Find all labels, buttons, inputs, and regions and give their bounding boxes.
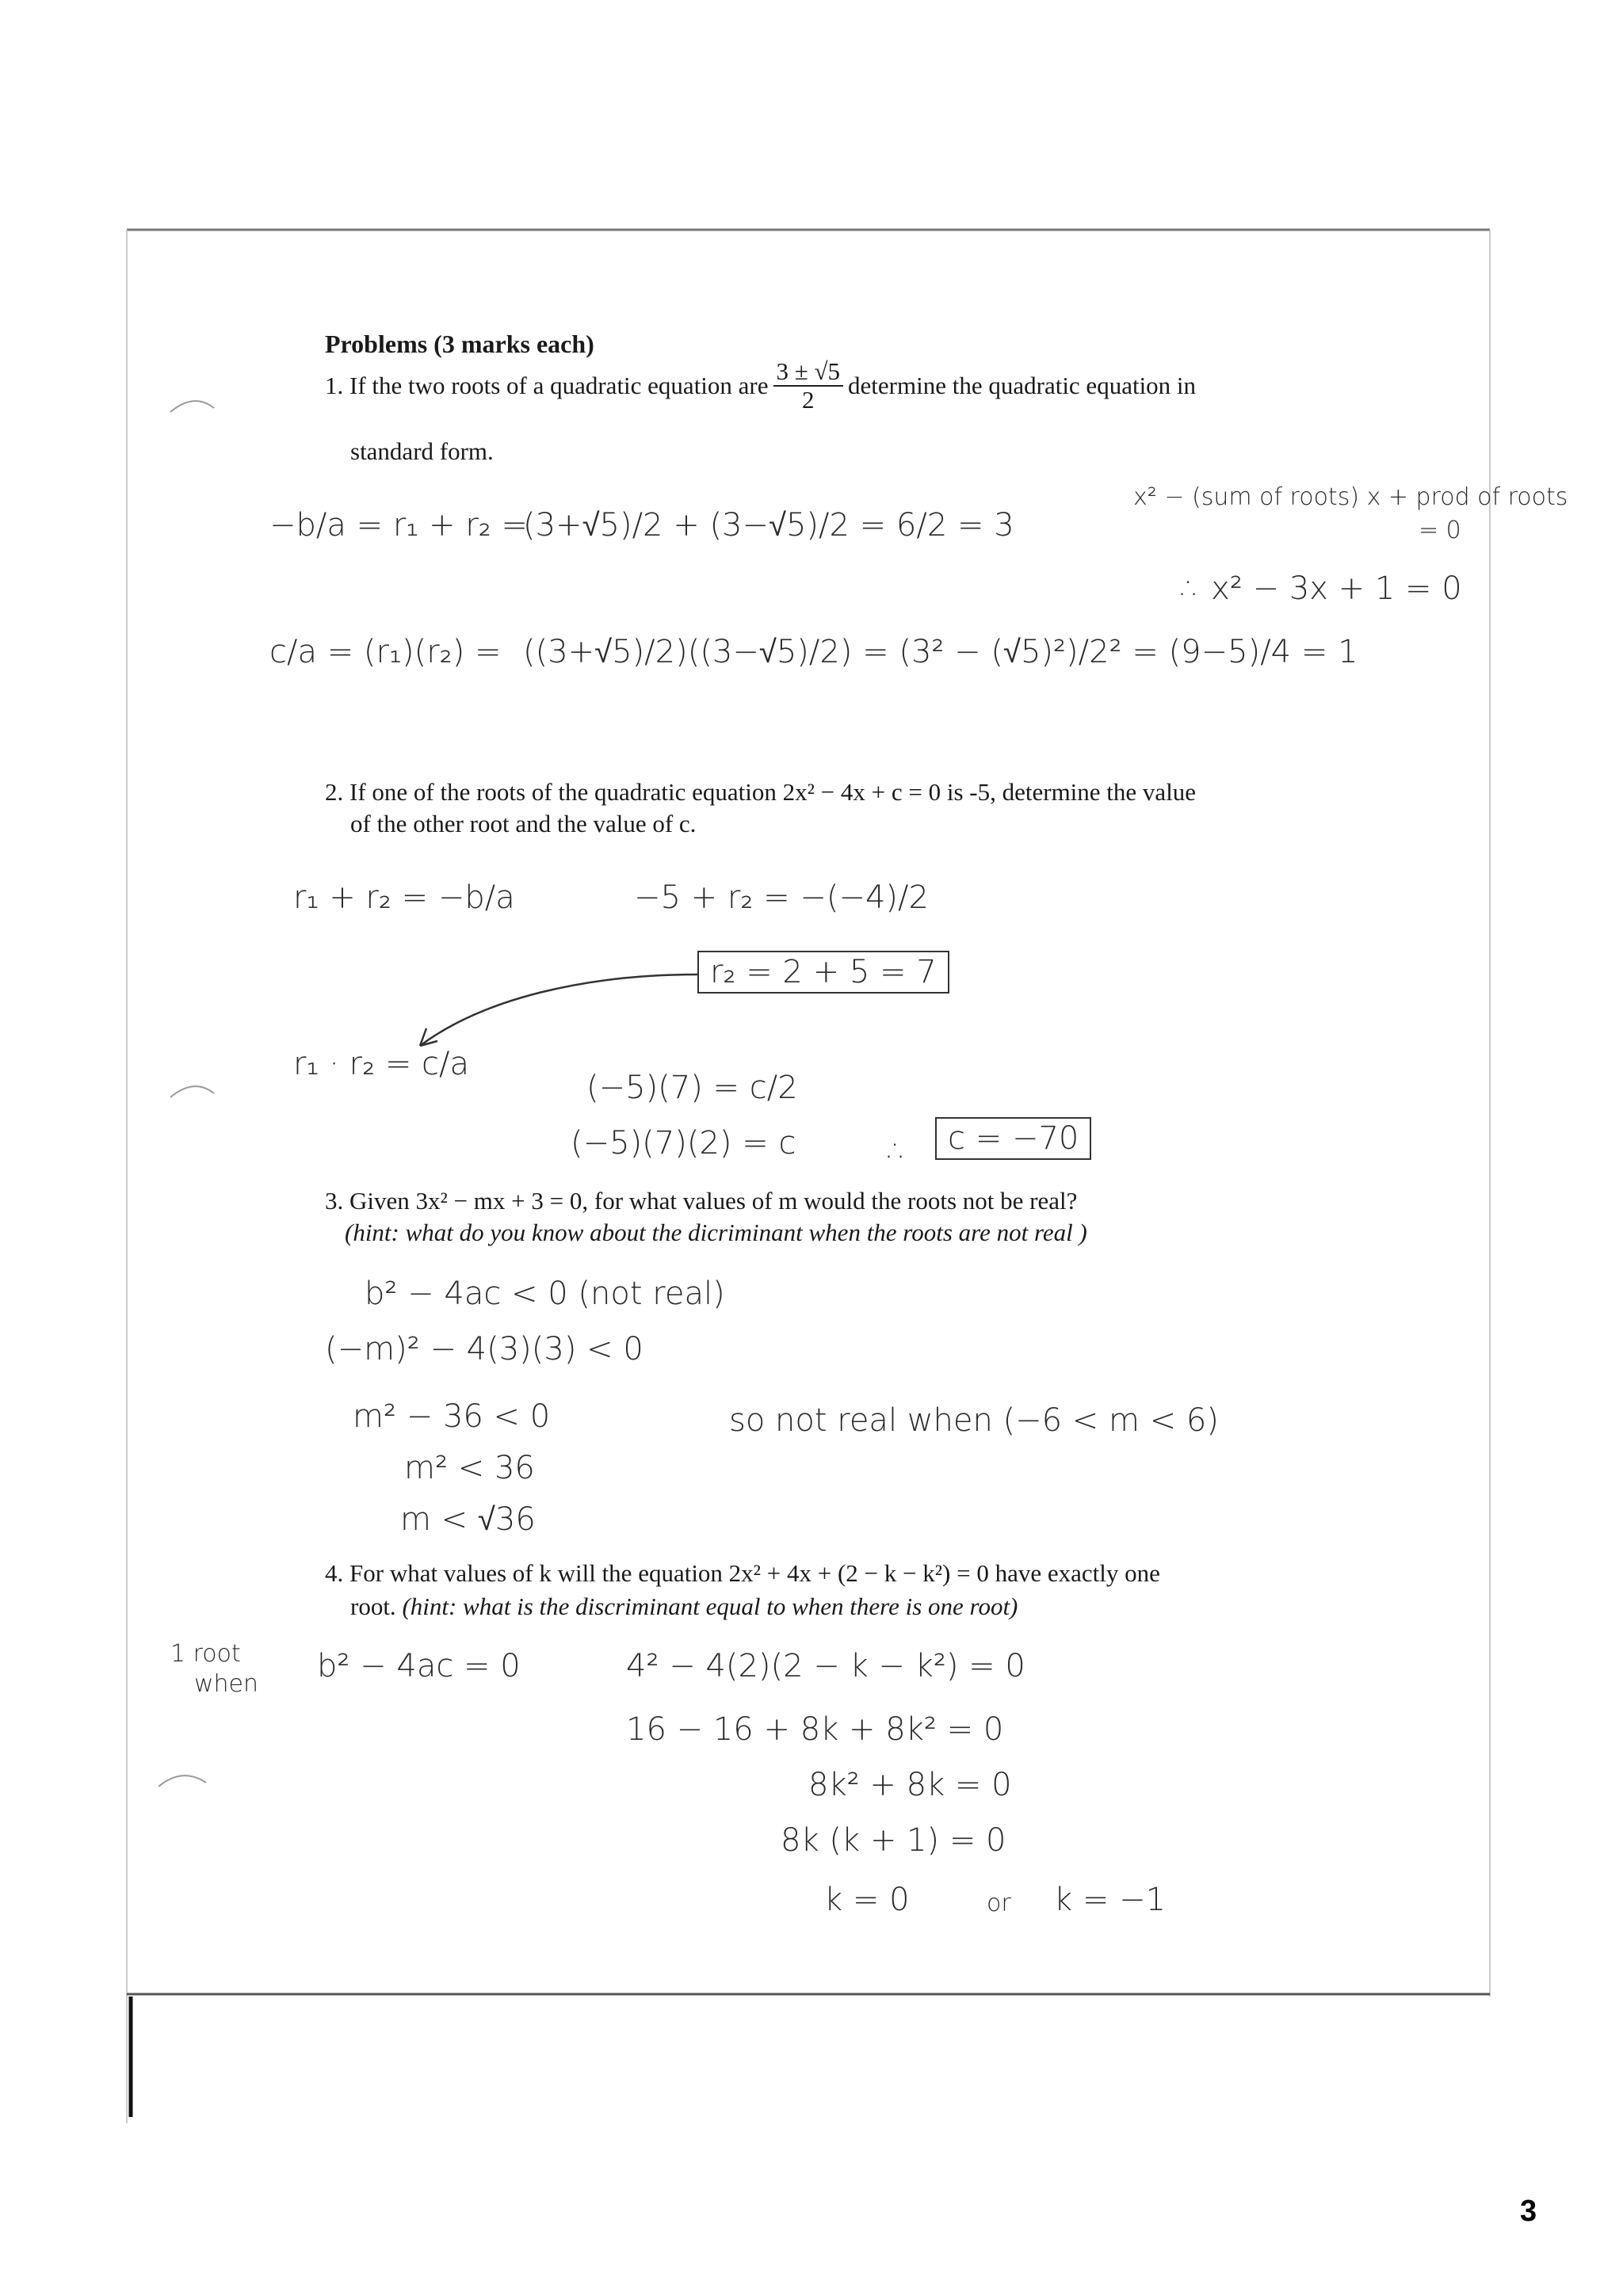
question-1-line2: standard form.	[350, 437, 494, 465]
q2-answer-box: c = −70	[935, 1117, 1091, 1160]
question-1-text: 1. If the two roots of a quadratic equation are	[325, 372, 769, 399]
q1-work-sum-label: −b/a = r₁ + r₂ =	[269, 507, 528, 543]
q3-conclusion: so not real when (−6 < m < 6)	[729, 1402, 1219, 1439]
q4-work-1: b² − 4ac = 0	[317, 1648, 521, 1684]
fraction-denominator: 2	[802, 386, 815, 414]
q4-margin-note-1: 1 root	[170, 1640, 241, 1668]
question-3-line1: 3. Given 3x² − mx + 3 = 0, for what values of m would the roots not be real?	[325, 1187, 1078, 1215]
q3-work-1: b² − 4ac < 0 (not real)	[365, 1276, 725, 1312]
question-2-line1: 2. If one of the roots of the quadratic equation 2x² − 4x + c = 0 is -5, determine the value	[325, 778, 1197, 806]
q2-work-sum: −5 + r₂ = −(−4)/2	[634, 879, 929, 916]
q2-therefore: ∴	[888, 1133, 908, 1169]
q2-work-solve: (−5)(7)(2) = c	[571, 1125, 796, 1161]
q1-work-sum: (3+√5)/2 + (3−√5)/2 = 6/2 = 3	[523, 507, 1014, 543]
q2-work-sum-rule: r₁ + r₂ = −b/a	[293, 879, 515, 916]
q4-work-5: 8k (k + 1) = 0	[781, 1822, 1006, 1859]
q4-answer-1: k = 0	[824, 1882, 910, 1918]
q3-work-4: m² < 36	[404, 1450, 535, 1486]
q2-work-product: (−5)(7) = c/2	[586, 1070, 798, 1106]
question-4-root-word: root.	[350, 1592, 396, 1620]
question-2-line2: of the other root and the value of c.	[350, 810, 697, 837]
q1-note-formula: x² − (sum of roots) x + prod of roots	[1133, 483, 1568, 511]
q2-root-box: r₂ = 2 + 5 = 7	[697, 951, 949, 994]
question-3-hint: (hint: what do you know about the dicriminant when the roots are not real )	[345, 1219, 1087, 1246]
q2-work-product-rule: r₁ · r₂ = c/a	[293, 1046, 470, 1082]
q1-note-equals: = 0	[1419, 517, 1461, 544]
q1-answer: ∴ x² − 3x + 1 = 0	[1181, 570, 1462, 607]
fraction-numerator: 3 ± √5	[773, 358, 844, 387]
q3-work-5: m < √36	[400, 1501, 536, 1538]
page-number: 3	[1520, 2195, 1537, 2228]
question-1-text-end: determine the quadratic equation in	[848, 372, 1197, 399]
question-1	[325, 358, 1196, 414]
q4-work-4: 8k² + 8k = 0	[808, 1767, 1012, 1803]
q4-answer-2: k = −1	[1054, 1882, 1167, 1918]
q3-work-3: m² − 36 < 0	[353, 1398, 551, 1435]
q4-work-2: 4² − 4(2)(2 − k − k²) = 0	[626, 1648, 1025, 1684]
question-4-line2	[350, 1591, 1018, 1623]
q1-work-product-label: c/a = (r₁)(r₂) =	[269, 634, 502, 670]
question-4-line1: 4. For what values of k will the equation 2x² + 4x + (2 − k − k²) = 0 have exactly one	[325, 1559, 1160, 1587]
roots-fraction	[773, 358, 844, 414]
q4-work-3: 16 − 16 + 8k + 8k² = 0	[626, 1711, 1004, 1748]
q4-or: or	[987, 1890, 1011, 1917]
q1-work-product: ((3+√5)/2)((3−√5)/2) = (3² − (√5)²)/2² = (9−5)/4 = 1	[523, 634, 1358, 670]
problems-heading: Problems (3 marks each)	[325, 330, 594, 358]
q3-work-2: (−m)² − 4(3)(3) < 0	[325, 1331, 643, 1367]
q4-margin-note-2: when	[194, 1670, 259, 1698]
question-4-hint: (hint: what is the discriminant equal to when there is one root)	[402, 1592, 1018, 1620]
